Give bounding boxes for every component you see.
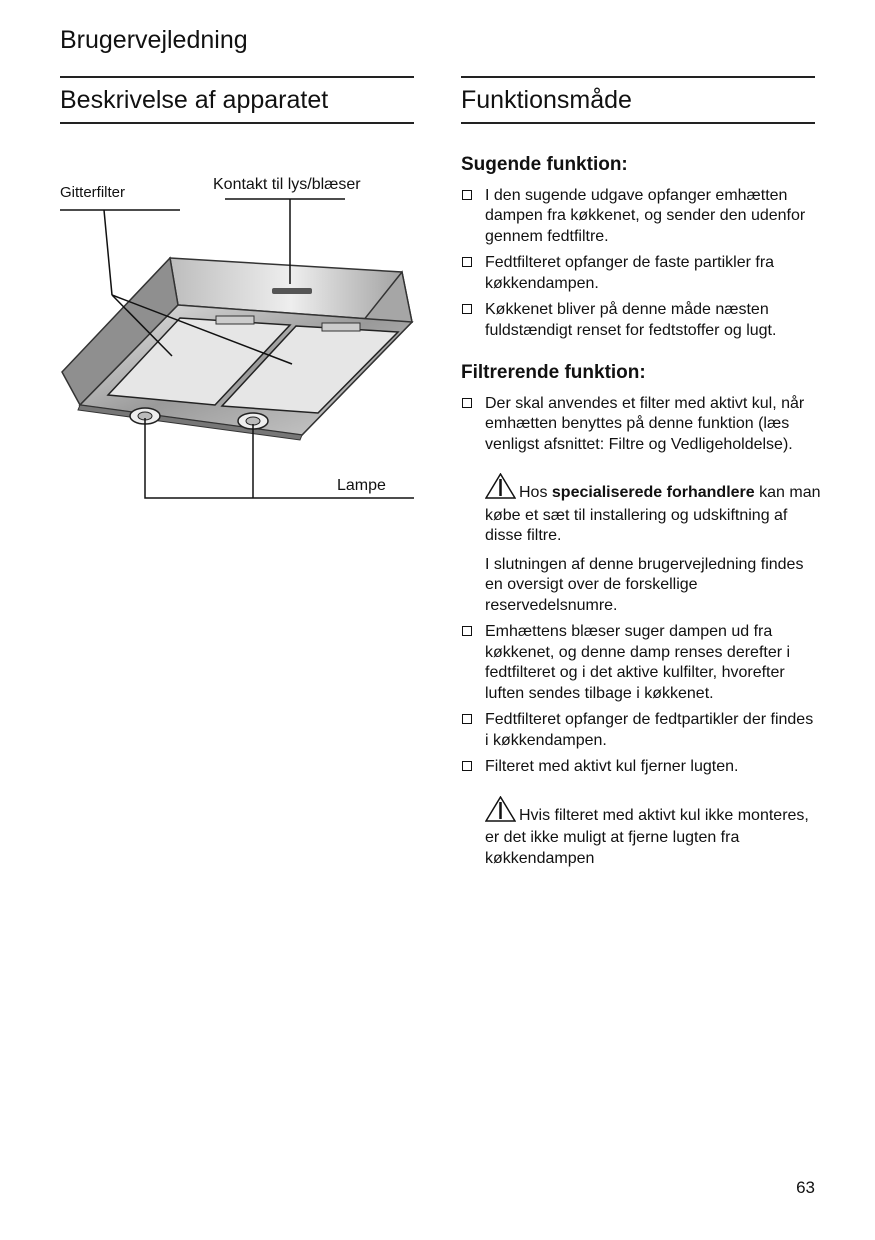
checkbox-square-icon [462,257,472,267]
hood-diagram [0,150,440,530]
label-lamp: Lampe [337,477,386,494]
divider [461,76,815,78]
divider [60,122,414,124]
checkbox-square-icon [462,304,472,314]
checkbox-square-icon [462,398,472,408]
list-item: I den sugende udgave opfanger emhætten dampen fra køkkenet, og sender den udenfor gennem fedtfiltre. [461,186,821,248]
operation-content [461,155,821,877]
range-hood-illustration [0,150,440,530]
divider [60,76,414,78]
checkbox-square-icon [462,626,472,636]
spare-parts-paragraph: I slutningen af denne brugervejledning findes en oversigt over de forskellige reservedelsnumre. [485,555,804,614]
checkbox-square-icon [462,190,472,200]
section-title-operation: Funktionsmåde [461,86,632,114]
filter-list-1 [461,394,821,456]
divider [461,122,815,124]
checkbox-square-icon [462,761,472,771]
heading-filtering: Filtrerende funktion: [461,362,646,383]
document-title: Brugervejledning [60,26,248,54]
heading-suction: Sugende funktion: [461,154,628,175]
list-item: Fedtfilteret opfanger de faste partikler fra køkkendampen. [461,253,821,294]
page-number: 63 [796,1178,815,1197]
warning-note-carbon-filter: Hvis filteret med aktivt kul ikke monteres, er det ikke muligt at fjerne lugten fra køkkendampen [461,796,821,870]
suction-list [461,186,821,342]
list-item: Filteret med aktivt kul fjerner lugten. [461,757,821,778]
list-item: Fedtfilteret opfanger de fedtpartikler der findes i køkkendampen. [461,710,821,751]
warning-note-dealers: Hos specialiserede forhandlere kan man købe et sæt til installering og udskiftning af disse filtre. [461,473,821,547]
section-title-description: Beskrivelse af apparatet [60,86,329,114]
list-item: Der skal anvendes et filter med aktivt kul, når emhætten benyttes på denne funktion (læs venligst afsnittet: Filtre og Vedligeholdelse). [461,394,821,456]
filter-list-2 [461,622,821,778]
list-item: Køkkenet bliver på denne måde næsten fuldstændigt renset for fedtstoffer og lugt. [461,300,821,341]
label-grease-filter: Gitterfilter [60,184,126,201]
label-light-fan-switch: Kontakt til lys/blæser [213,176,361,193]
warning-triangle-icon [485,796,516,829]
warning-triangle-icon [485,473,516,506]
checkbox-square-icon [462,714,472,724]
list-item: Emhættens blæser suger dampen ud fra køkkenet, og denne damp renses derefter i fedtfilteret og i det aktive kulfilter, hvorefter luften sendes tilbage i køkkenet. [461,622,821,704]
